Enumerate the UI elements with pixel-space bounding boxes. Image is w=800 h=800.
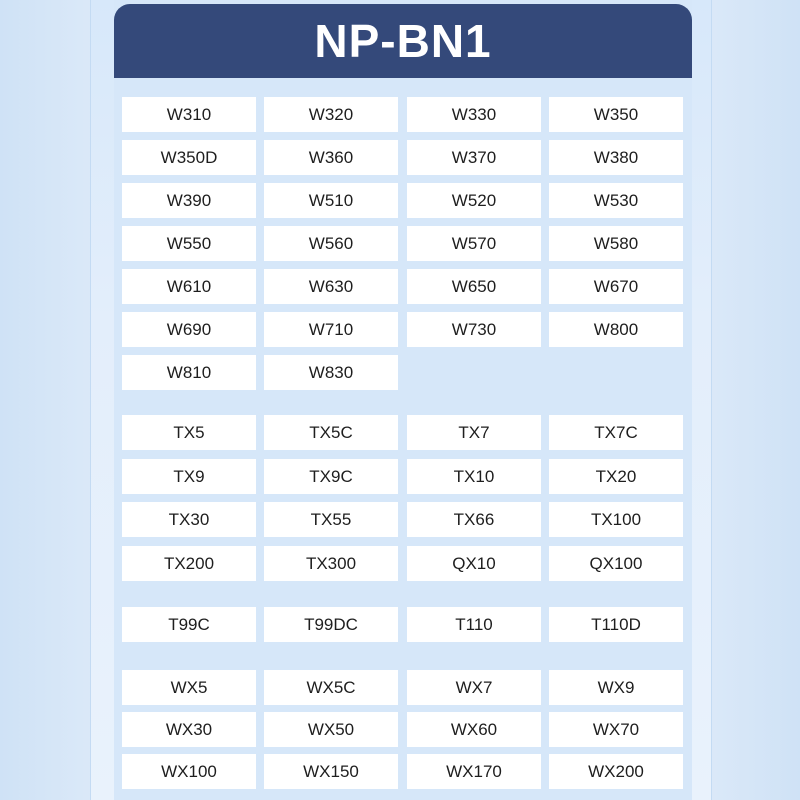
model-cell: TX300 bbox=[264, 546, 398, 581]
model-cell: W390 bbox=[122, 183, 256, 218]
model-cell: TX55 bbox=[264, 502, 398, 537]
model-cell: TX20 bbox=[549, 459, 683, 494]
model-cell: TX30 bbox=[122, 502, 256, 537]
model-cell: W800 bbox=[549, 312, 683, 347]
model-cell: WX5C bbox=[264, 670, 398, 705]
model-cell: TX10 bbox=[407, 459, 541, 494]
model-cell: W330 bbox=[407, 97, 541, 132]
model-cell: W530 bbox=[549, 183, 683, 218]
model-cell: W360 bbox=[264, 140, 398, 175]
model-cell: TX5 bbox=[122, 415, 256, 450]
model-cell: WX70 bbox=[549, 712, 683, 747]
model-cell: TX200 bbox=[122, 546, 256, 581]
model-cell: W380 bbox=[549, 140, 683, 175]
model-cell: WX9 bbox=[549, 670, 683, 705]
model-cell: WX7 bbox=[407, 670, 541, 705]
model-cell: TX5C bbox=[264, 415, 398, 450]
model-cell: WX170 bbox=[407, 754, 541, 789]
model-cell: W310 bbox=[122, 97, 256, 132]
model-cell: W520 bbox=[407, 183, 541, 218]
model-cell: W570 bbox=[407, 226, 541, 261]
model-cell: TX7 bbox=[407, 415, 541, 450]
model-cell: T99C bbox=[122, 607, 256, 642]
model-cell: W830 bbox=[264, 355, 398, 390]
model-cell: TX9 bbox=[122, 459, 256, 494]
model-cell: WX150 bbox=[264, 754, 398, 789]
model-cell: QX10 bbox=[407, 546, 541, 581]
model-cell: TX7C bbox=[549, 415, 683, 450]
model-cell: T110D bbox=[549, 607, 683, 642]
model-cell: T110 bbox=[407, 607, 541, 642]
model-cell: W690 bbox=[122, 312, 256, 347]
model-cell: TX100 bbox=[549, 502, 683, 537]
model-cell: WX50 bbox=[264, 712, 398, 747]
compatible-models-grid bbox=[114, 0, 692, 800]
page-title: NP-BN1 bbox=[314, 15, 492, 67]
model-cell: WX5 bbox=[122, 670, 256, 705]
model-cell: W370 bbox=[407, 140, 541, 175]
model-cell: T99DC bbox=[264, 607, 398, 642]
model-cell: WX200 bbox=[549, 754, 683, 789]
model-cell: WX60 bbox=[407, 712, 541, 747]
model-cell: WX30 bbox=[122, 712, 256, 747]
model-cell: W510 bbox=[264, 183, 398, 218]
model-cell: TX66 bbox=[407, 502, 541, 537]
model-cell: W650 bbox=[407, 269, 541, 304]
model-cell: W630 bbox=[264, 269, 398, 304]
model-cell: W580 bbox=[549, 226, 683, 261]
model-cell: W730 bbox=[407, 312, 541, 347]
model-cell: W560 bbox=[264, 226, 398, 261]
model-cell: W350D bbox=[122, 140, 256, 175]
model-cell: W350 bbox=[549, 97, 683, 132]
model-cell: WX100 bbox=[122, 754, 256, 789]
model-cell: W670 bbox=[549, 269, 683, 304]
model-cell: TX9C bbox=[264, 459, 398, 494]
model-cell: W810 bbox=[122, 355, 256, 390]
model-cell: W610 bbox=[122, 269, 256, 304]
model-cell: W320 bbox=[264, 97, 398, 132]
model-cell: W550 bbox=[122, 226, 256, 261]
model-cell: QX100 bbox=[549, 546, 683, 581]
model-cell: W710 bbox=[264, 312, 398, 347]
